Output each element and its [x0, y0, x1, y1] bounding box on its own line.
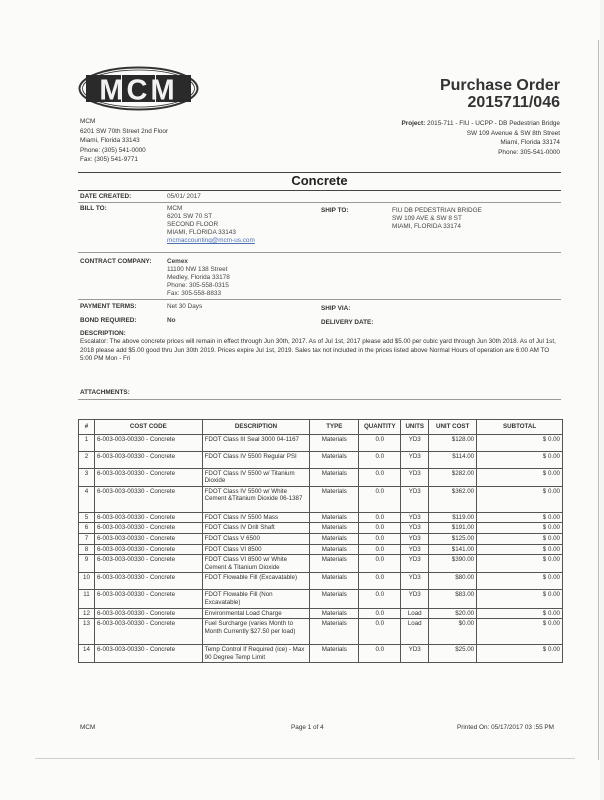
- quantity-cell: 0.0: [359, 544, 401, 555]
- type-cell: Materials: [310, 512, 359, 523]
- row-number-cell: 7: [79, 533, 95, 544]
- column-header: UNIT COST: [429, 420, 477, 435]
- attachments-label: ATTACHMENTS:: [80, 389, 130, 396]
- row-number-cell: 13: [79, 619, 95, 645]
- payment-terms-value: Net 30 Days: [167, 303, 203, 310]
- quantity-cell: 0.0: [359, 533, 401, 544]
- units-cell: YD3: [401, 555, 429, 573]
- quantity-cell: 0.0: [359, 486, 401, 512]
- column-header: SUBTOTAL: [477, 420, 563, 435]
- table-row: [79, 619, 563, 645]
- bill-to-address: [167, 205, 255, 245]
- cost-code-cell: 6-003-003-00330 - Concrete: [94, 645, 202, 663]
- table-row: [79, 573, 563, 590]
- type-cell: Materials: [310, 645, 359, 663]
- units-cell: YD3: [401, 645, 429, 663]
- quantity-cell: 0.0: [359, 573, 401, 590]
- subtotal-cell: $ 0.00: [477, 512, 563, 523]
- table-row: [79, 590, 563, 608]
- cost-code-cell: 6-003-003-00330 - Concrete: [94, 434, 202, 451]
- type-cell: Materials: [310, 608, 359, 619]
- description-cell: FDOT Class IV 5500 w/ Titanium Dioxide: [202, 468, 310, 486]
- unit-cost-cell: $25.00: [429, 645, 477, 663]
- table-header-row: [79, 420, 563, 435]
- date-created-label: DATE CREATED:: [80, 193, 132, 200]
- unit-cost-cell: $0.00: [429, 619, 477, 645]
- bill-to-label: BILL TO:: [80, 205, 107, 212]
- divider: [78, 190, 561, 191]
- type-cell: Materials: [310, 590, 359, 608]
- subtotal-cell: $ 0.00: [477, 590, 563, 608]
- project-value: 2015-711 - FIU - UCPP - DB Pedestrian Bridge: [427, 120, 560, 127]
- subtotal-cell: $ 0.00: [477, 533, 563, 544]
- line-items-table: [78, 419, 563, 663]
- description-cell: FDOT Class IV Drill Shaft: [202, 523, 310, 534]
- footer-company: MCM: [80, 724, 96, 731]
- payment-terms-label: PAYMENT TERMS:: [80, 303, 137, 310]
- type-cell: Materials: [310, 434, 359, 451]
- description-cell: FDOT Class IV 5500 w/ White Cement &Titanium Dioxide 06-1387: [202, 486, 310, 512]
- table-row: [79, 533, 563, 544]
- row-number-cell: 8: [79, 544, 95, 555]
- table-row: [79, 645, 563, 663]
- row-number-cell: 6: [79, 523, 95, 534]
- bill-to-line: MIAMI, FLORIDA 33143: [167, 229, 236, 236]
- subtotal-cell: $ 0.00: [477, 523, 563, 534]
- cost-code-cell: 6-003-003-00330 - Concrete: [94, 573, 202, 590]
- table-row: [79, 512, 563, 523]
- unit-cost-cell: $141.00: [429, 544, 477, 555]
- units-cell: Load: [401, 608, 429, 619]
- description-cell: FDOT Class IV 5500 Mass: [202, 512, 310, 523]
- units-cell: YD3: [401, 468, 429, 486]
- units-cell: YD3: [401, 590, 429, 608]
- subtotal-cell: $ 0.00: [477, 486, 563, 512]
- table-row: [79, 608, 563, 619]
- row-number-cell: 3: [79, 468, 95, 486]
- unit-cost-cell: $114.00: [429, 451, 477, 468]
- company-line: Fax: (305) 541-9771: [80, 156, 138, 164]
- contract-company-line: 11100 NW 138 Street: [167, 266, 228, 273]
- unit-cost-cell: $128.00: [429, 434, 477, 451]
- ship-to-label: SHIP TO:: [321, 207, 349, 214]
- bond-required-label: BOND REQUIRED:: [80, 317, 137, 324]
- description-cell: Temp Control If Required (ice) - Max 90 Degree Temp Limit: [202, 645, 310, 663]
- unit-cost-cell: $125.00: [429, 533, 477, 544]
- units-cell: YD3: [401, 512, 429, 523]
- unit-cost-cell: $80.00: [429, 573, 477, 590]
- units-cell: Load: [401, 619, 429, 645]
- mcm-logo: [78, 66, 199, 111]
- table-row: [79, 468, 563, 486]
- divider: [35, 758, 575, 759]
- unit-cost-cell: $362.00: [429, 486, 477, 512]
- description-cell: Fuel Surcharge (varies Month to Month Currently $27.50 per load): [202, 619, 310, 645]
- row-number-cell: 11: [79, 590, 95, 608]
- unit-cost-cell: $119.00: [429, 512, 477, 523]
- quantity-cell: 0.0: [359, 608, 401, 619]
- company-address: [80, 117, 168, 165]
- cost-code-cell: 6-003-003-00330 - Concrete: [94, 451, 202, 468]
- row-number-cell: 1: [79, 434, 95, 451]
- subtotal-cell: $ 0.00: [477, 573, 563, 590]
- divider: [78, 399, 561, 400]
- cost-code-cell: 6-003-003-00330 - Concrete: [94, 512, 202, 523]
- company-line: Phone: (305) 541-0000: [80, 146, 146, 154]
- ship-to-line: SW 109 AVE & SW 8 ST: [392, 215, 462, 222]
- quantity-cell: 0.0: [359, 451, 401, 468]
- delivery-date-label: DELIVERY DATE:: [321, 319, 374, 326]
- bill-to-line: 6201 SW 70 ST: [167, 213, 213, 220]
- project-line: Phone: 305-541-0000: [498, 148, 560, 156]
- type-cell: Materials: [310, 533, 359, 544]
- page-edge: [598, 40, 599, 760]
- description-cell: FDOT Flowable Fill (Excavatable): [202, 573, 310, 590]
- quantity-cell: 0.0: [359, 468, 401, 486]
- type-cell: Materials: [310, 451, 359, 468]
- project-line: Miami, Florida 33174: [500, 139, 560, 147]
- contract-company-name: Cemex: [167, 258, 188, 265]
- type-cell: Materials: [310, 523, 359, 534]
- contract-company-label: CONTRACT COMPANY:: [80, 258, 152, 265]
- table-row: [79, 451, 563, 468]
- description-cell: FDOT Class VI 8500: [202, 544, 310, 555]
- description-label: DESCRIPTION:: [80, 330, 126, 337]
- row-number-cell: 10: [79, 573, 95, 590]
- cost-code-cell: 6-003-003-00330 - Concrete: [94, 523, 202, 534]
- description-cell: FDOT Class VI 8500 w/ White Cement & Titanium Dioxide: [202, 555, 310, 573]
- table-row: [79, 434, 563, 451]
- units-cell: YD3: [401, 573, 429, 590]
- row-number-cell: 5: [79, 512, 95, 523]
- bill-to-email-link[interactable]: mcmaccounting@mcm-us.com: [167, 237, 255, 244]
- divider: [78, 252, 561, 253]
- row-number-cell: 12: [79, 608, 95, 619]
- type-cell: Materials: [310, 544, 359, 555]
- project-info: [401, 119, 560, 157]
- unit-cost-cell: $83.00: [429, 590, 477, 608]
- subtotal-cell: $ 0.00: [477, 555, 563, 573]
- cost-code-cell: 6-003-003-00330 - Concrete: [94, 533, 202, 544]
- cost-code-cell: 6-003-003-00330 - Concrete: [94, 619, 202, 645]
- description-cell: FDOT Flowable Fill (Non Excavatable): [202, 590, 310, 608]
- units-cell: YD3: [401, 544, 429, 555]
- divider: [78, 299, 561, 300]
- type-cell: Materials: [310, 555, 359, 573]
- unit-cost-cell: $20.00: [429, 608, 477, 619]
- column-header: COST CODE: [94, 420, 202, 435]
- quantity-cell: 0.0: [359, 512, 401, 523]
- ship-to-line: FIU DB PEDESTRIAN BRIDGE: [392, 207, 482, 214]
- bill-to-line: MCM: [167, 205, 183, 212]
- subtotal-cell: $ 0.00: [477, 619, 563, 645]
- divider: [78, 202, 561, 203]
- contract-company-info: [167, 258, 230, 298]
- table-row: [79, 555, 563, 573]
- row-number-cell: 14: [79, 645, 95, 663]
- units-cell: YD3: [401, 533, 429, 544]
- unit-cost-cell: $191.00: [429, 523, 477, 534]
- cost-code-cell: 6-003-003-00330 - Concrete: [94, 555, 202, 573]
- ship-via-label: SHIP VIA:: [321, 305, 351, 312]
- subtotal-cell: $ 0.00: [477, 608, 563, 619]
- quantity-cell: 0.0: [359, 590, 401, 608]
- bill-to-line: SECOND FLOOR: [167, 221, 219, 228]
- type-cell: Materials: [310, 619, 359, 645]
- ship-to-line: MIAMI, FLORIDA 33174: [392, 223, 461, 230]
- quantity-cell: 0.0: [359, 523, 401, 534]
- cost-code-cell: 6-003-003-00330 - Concrete: [94, 468, 202, 486]
- cost-code-cell: 6-003-003-00330 - Concrete: [94, 544, 202, 555]
- bond-required-value: No: [167, 317, 176, 324]
- column-header: UNITS: [401, 420, 429, 435]
- type-cell: Materials: [310, 573, 359, 590]
- column-header: DESCRIPTION: [202, 420, 310, 435]
- column-header: TYPE: [310, 420, 359, 435]
- contract-company-line: Medley, Florida 33178: [167, 274, 230, 281]
- table-row: [79, 523, 563, 534]
- column-header: QUANTITY: [359, 420, 401, 435]
- date-created-value: 05/01/ 2017: [167, 193, 201, 200]
- units-cell: YD3: [401, 486, 429, 512]
- type-cell: Materials: [310, 486, 359, 512]
- cost-code-cell: 6-003-003-00330 - Concrete: [94, 590, 202, 608]
- project-label: Project:: [401, 120, 426, 127]
- type-cell: Materials: [310, 468, 359, 486]
- ship-to-address: [392, 207, 482, 231]
- subtotal-cell: $ 0.00: [477, 645, 563, 663]
- svg-text:MCM: MCM: [99, 74, 178, 107]
- unit-cost-cell: $282.00: [429, 468, 477, 486]
- quantity-cell: 0.0: [359, 619, 401, 645]
- units-cell: YD3: [401, 434, 429, 451]
- row-number-cell: 4: [79, 486, 95, 512]
- company-line: 6201 SW 70th Street 2nd Floor: [80, 127, 169, 135]
- row-number-cell: 9: [79, 555, 95, 573]
- cost-code-cell: 6-003-003-00330 - Concrete: [94, 486, 202, 512]
- units-cell: YD3: [401, 523, 429, 534]
- unit-cost-cell: $390.00: [429, 555, 477, 573]
- column-header: #: [79, 420, 95, 435]
- page-number: Page 1 of 4: [291, 724, 324, 731]
- quantity-cell: 0.0: [359, 555, 401, 573]
- po-number: 2015711/046: [467, 94, 560, 111]
- section-title: Concrete: [291, 173, 348, 188]
- description-text: Escalator: The above concrete prices will remain in effect through Jun 30th, 2017. As of Jul 1st, 2017 please add $5.00 per cubic yard through Jun 30th 2018. As of Jul 1st, 2018 please add $5.00 good thru Jun 30th 2019. Prices expire Jul 1st, 2019. Sales tax not included in the prices listed above Normal Hours of operation are 6:00 AM TO 5:00 PM Mon - Fri: [80, 338, 556, 363]
- description-cell: Environmental Load Charge: [202, 608, 310, 619]
- document-title: Purchase Order: [439, 77, 560, 94]
- table-row: [79, 544, 563, 555]
- contract-company-line: Phone: 305-558-0315: [167, 282, 229, 289]
- table-row: [79, 486, 563, 512]
- quantity-cell: 0.0: [359, 434, 401, 451]
- subtotal-cell: $ 0.00: [477, 434, 563, 451]
- project-line: SW 109 Avenue & SW 8th Street: [466, 129, 560, 137]
- description-cell: FDOT Class III Seal 3000 04-1167: [202, 434, 310, 451]
- units-cell: YD3: [401, 451, 429, 468]
- subtotal-cell: $ 0.00: [477, 468, 563, 486]
- row-number-cell: 2: [79, 451, 95, 468]
- description-cell: FDOT Class V 6500: [202, 533, 310, 544]
- contract-company-line: Fax: 305-558-8833: [167, 290, 222, 297]
- company-line: Miami, Florida 33143: [80, 137, 140, 145]
- description-cell: FDOT Class IV 5500 Regular PSI: [202, 451, 310, 468]
- subtotal-cell: $ 0.00: [477, 451, 563, 468]
- company-line: MCM: [80, 118, 96, 125]
- subtotal-cell: $ 0.00: [477, 544, 563, 555]
- printed-on: Printed On: 05/17/2017 03 :55 PM: [457, 724, 554, 731]
- quantity-cell: 0.0: [359, 645, 401, 663]
- cost-code-cell: 6-003-003-00330 - Concrete: [94, 608, 202, 619]
